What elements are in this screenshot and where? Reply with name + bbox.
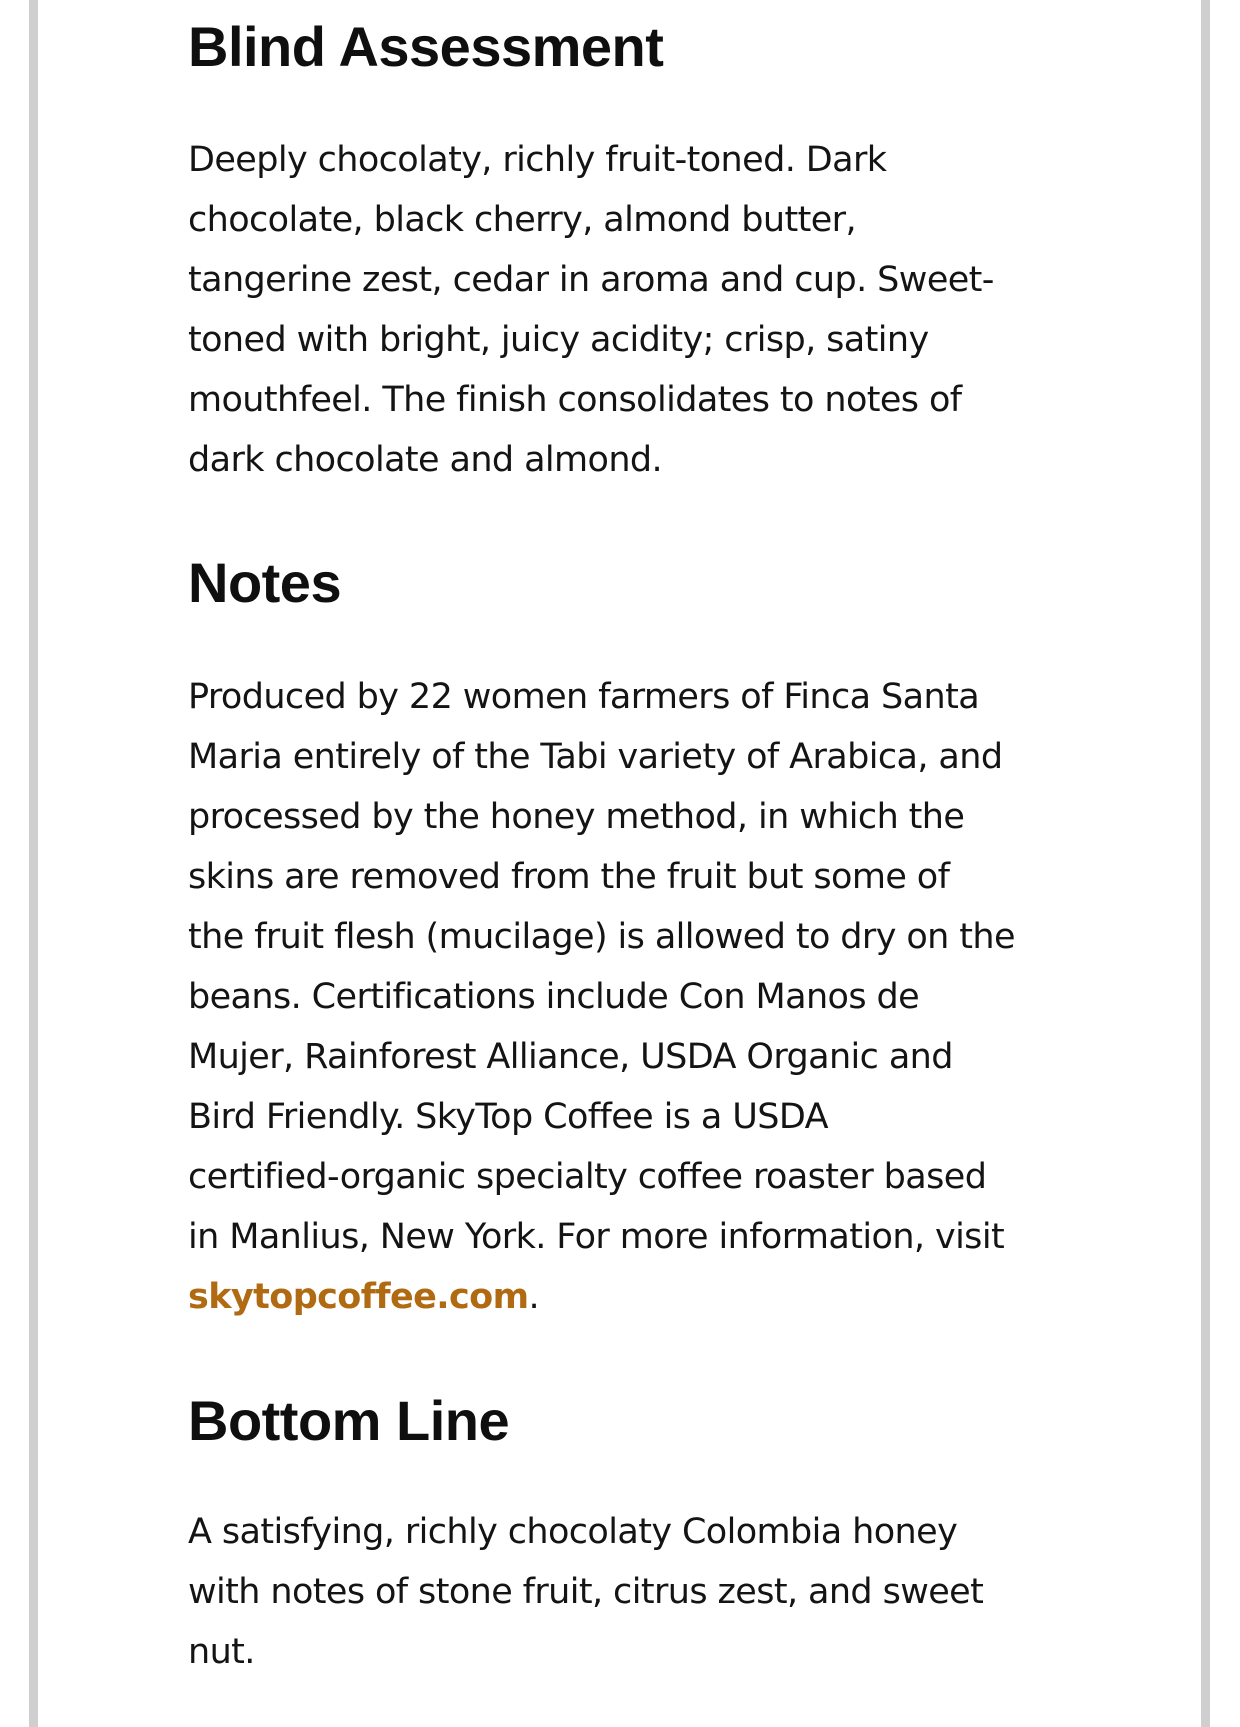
body-line: Bird Friendly. SkyTop Coffee is a USDA — [188, 1097, 828, 1137]
skytop-coffee-link[interactable]: skytopcoffee.com — [188, 1277, 529, 1317]
body-line: dark chocolate and almond. — [188, 440, 663, 480]
section-body-bottom-line — [188, 1502, 983, 1682]
link-suffix: . — [528, 1277, 539, 1317]
body-line: Produced by 22 women farmers of Finca Santa — [188, 677, 980, 717]
body-line: A satisfying, richly chocolaty Colombia honey — [188, 1512, 958, 1552]
body-line: beans. Certifications include Con Manos de — [188, 977, 920, 1017]
right-border-rail — [1201, 0, 1210, 1727]
body-line: Maria entirely of the Tabi variety of Arabica, and — [188, 737, 1003, 777]
body-line: skins are removed from the fruit but some of — [188, 857, 950, 897]
body-line: processed by the honey method, in which the — [188, 797, 965, 837]
body-line: the fruit flesh (mucilage) is allowed to dry on the — [188, 917, 1015, 957]
body-line: in Manlius, New York. For more information, visit — [188, 1217, 1005, 1257]
body-line: nut. — [188, 1632, 255, 1672]
body-line: toned with bright, juicy acidity; crisp, satiny — [188, 320, 929, 360]
body-line: Mujer, Rainforest Alliance, USDA Organic and — [188, 1037, 953, 1077]
section-body-blind-assessment — [188, 130, 994, 490]
body-line: with notes of stone fruit, citrus zest, and sweet — [188, 1572, 984, 1612]
body-line: tangerine zest, cedar in aroma and cup. Sweet- — [188, 260, 994, 300]
body-line: Deeply chocolaty, richly fruit-toned. Dark — [188, 140, 887, 180]
body-line: mouthfeel. The finish consolidates to notes of — [188, 380, 962, 420]
body-line: certified-organic specialty coffee roaster based — [188, 1157, 987, 1197]
left-border-rail — [29, 0, 38, 1727]
section-body-notes — [188, 667, 1015, 1327]
section-title-blind-assessment: Blind Assessment — [188, 15, 664, 78]
body-line: chocolate, black cherry, almond butter, — [188, 200, 856, 240]
section-title-bottom-line: Bottom Line — [188, 1389, 510, 1452]
section-title-notes: Notes — [188, 551, 342, 614]
body-line-with-link — [188, 1267, 1015, 1327]
